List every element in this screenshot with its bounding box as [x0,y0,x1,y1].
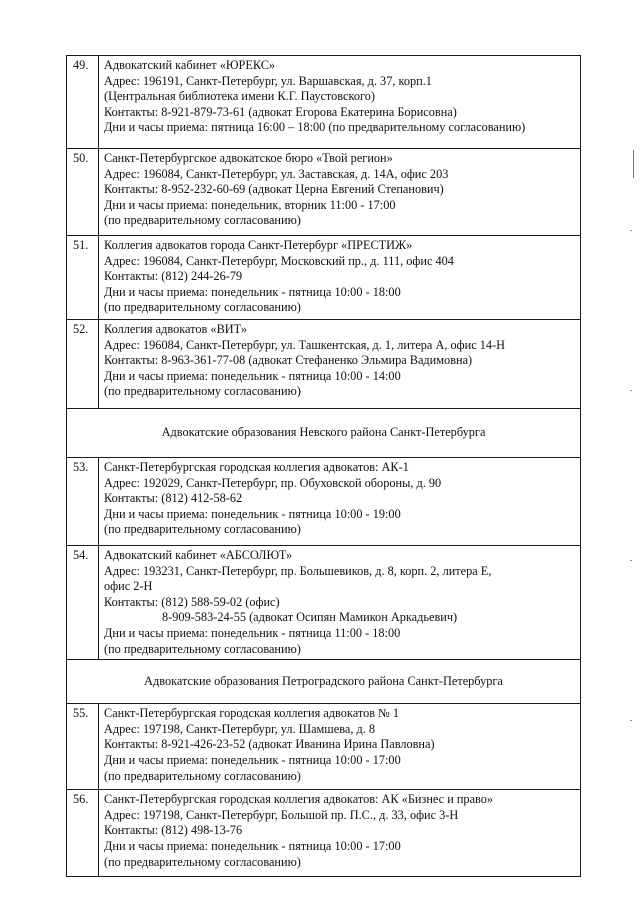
entry-row [67,704,581,790]
entry-line: Контакты: 8-921-426-23-52 (адвокат Иванина Ирина Павловна) [104,737,435,752]
organization-name: Адвокатский кабинет «ЮРЕКС» [104,58,276,72]
scan-edge-mark [630,230,632,231]
entry-line: Адрес: 196084, Санкт-Петербург, ул. Заставская, д. 14А, офис 203 [104,166,449,181]
entry-details [99,790,581,877]
entry-line: (по предварительному согласованию) [104,641,301,656]
organization-name: Санкт-Петербургская городская коллегия адвокатов № 1 [104,706,400,721]
entry-line: Дни и часы приема: понедельник - пятница 11:00 - 18:00 [104,625,401,640]
entry-row [67,56,581,149]
entry-details [99,236,581,320]
entry-line: 8-909-583-24-55 (адвокат Осипян Мамикон Аркадьевич) [162,610,458,625]
entry-line: Адрес: 197198, Санкт-Петербург, Большой пр. П.С., д. 33, офис 3-Н [104,807,459,822]
entry-number: 51. [67,236,99,320]
scan-edge-mark [630,560,632,561]
entry-number: 55. [67,704,99,790]
entry-line: Контакты: 8-952-232-60-69 (адвокат Церна Евгений Степанович) [104,182,444,197]
lawyers-directory-table [66,55,581,877]
entry-number: 54. [67,546,99,660]
scan-edge-mark [630,390,632,391]
entry-number: 53. [67,458,99,546]
entry-row [67,458,581,546]
entry-line: (по предварительному согласованию) [104,213,301,228]
scan-edge-mark [633,150,634,178]
entry-details [99,458,581,546]
entry-line: Адрес: 197198, Санкт-Петербург, ул. Шамшева, д. 8 [104,721,376,736]
entry-row [67,546,581,660]
entry-line: Адрес: 196191, Санкт-Петербург, ул. Варшавская, д. 37, корп.1 [104,73,432,88]
entry-line: офис 2-Н [104,579,153,594]
entry-line: Дни и часы приема: понедельник, вторник 11:00 - 17:00 [104,197,396,212]
entry-number: 50. [67,149,99,236]
entry-row [67,790,581,877]
entry-row [67,236,581,320]
entry-line: Контакты: 8-963-361-77-08 (адвокат Стефаненко Эльмира Вадимовна) [104,353,473,368]
organization-name: Адвокатский кабинет «АБСОЛЮТ» [104,548,293,562]
organization-name: Санкт-Петербургское адвокатское бюро «Твой регион» [104,151,393,165]
organization-name: Санкт-Петербургская городская коллегия адвокатов: АК «Бизнес и право» [104,792,494,807]
entry-line: Дни и часы приема: понедельник - пятница 10:00 - 17:00 [104,752,401,767]
entry-line: Контакты: 8-921-879-73-61 (адвокат Егорова Екатерина Борисовна) [104,104,457,119]
section-title: Адвокатские образования Невского района Санкт-Петербурга [67,409,581,458]
entry-number: 56. [67,790,99,877]
entry-line: Адрес: 196084, Санкт-Петербург, ул. Ташкентская, д. 1, литера А, офис 14-Н [104,337,505,352]
section-title: Адвокатские образования Петроградского района Санкт-Петербурга [67,660,581,704]
organization-name: Коллегия адвокатов города Санкт-Петербург «ПРЕСТИЖ» [104,238,413,252]
entry-line: Дни и часы приема: понедельник - пятница 10:00 - 19:00 [104,506,401,521]
entry-row [67,149,581,236]
entry-line: Контакты: (812) 412-58-62 [104,491,243,506]
entry-line: (по предварительному согласованию) [104,522,301,537]
scan-edge-mark [630,720,632,721]
entry-line: Контакты: (812) 498-13-76 [104,823,243,838]
entry-line: (по предварительному согласованию) [104,768,301,783]
entry-line: Дни и часы приема: понедельник - пятница 10:00 - 18:00 [104,284,401,299]
entry-number: 49. [67,56,99,149]
entry-line: Адрес: 193231, Санкт-Петербург, пр. Большевиков, д. 8, корп. 2, литера Е, [104,563,492,578]
entry-line: Дни и часы приема: понедельник - пятница 10:00 - 14:00 [104,368,401,383]
entry-details [99,149,581,236]
entry-details [99,704,581,790]
entry-details [99,546,581,660]
organization-name: Коллегия адвокатов «ВИТ» [104,322,247,336]
entry-line: Дни и часы приема: пятница 16:00 – 18:00 (по предварительному согласованию) [104,120,526,135]
organization-name: Санкт-Петербургская городская коллегия адвокатов: АК-1 [104,460,409,474]
entry-line: (по предварительному согласованию) [104,300,301,315]
entry-line: Дни и часы приема: понедельник - пятница 10:00 - 17:00 [104,838,401,853]
entry-details [99,56,581,149]
entry-details [99,320,581,409]
entry-row [67,320,581,409]
entry-line: Контакты: (812) 588-59-02 (офис) [104,594,280,609]
entry-line: Адрес: 196084, Санкт-Петербург, Московский пр., д. 111, офис 404 [104,253,454,268]
section-header-row [67,660,581,704]
entry-line: (по предварительному согласованию) [104,384,301,399]
entry-line: Контакты: (812) 244-26-79 [104,269,243,284]
section-header-row [67,409,581,458]
entry-line: Адрес: 192029, Санкт-Петербург, пр. Обуховской обороны, д. 90 [104,475,442,490]
entry-number: 52. [67,320,99,409]
entry-line: (по предварительному согласованию) [104,854,301,869]
entry-line: (Центральная библиотека имени К.Г. Паустовского) [104,89,375,104]
